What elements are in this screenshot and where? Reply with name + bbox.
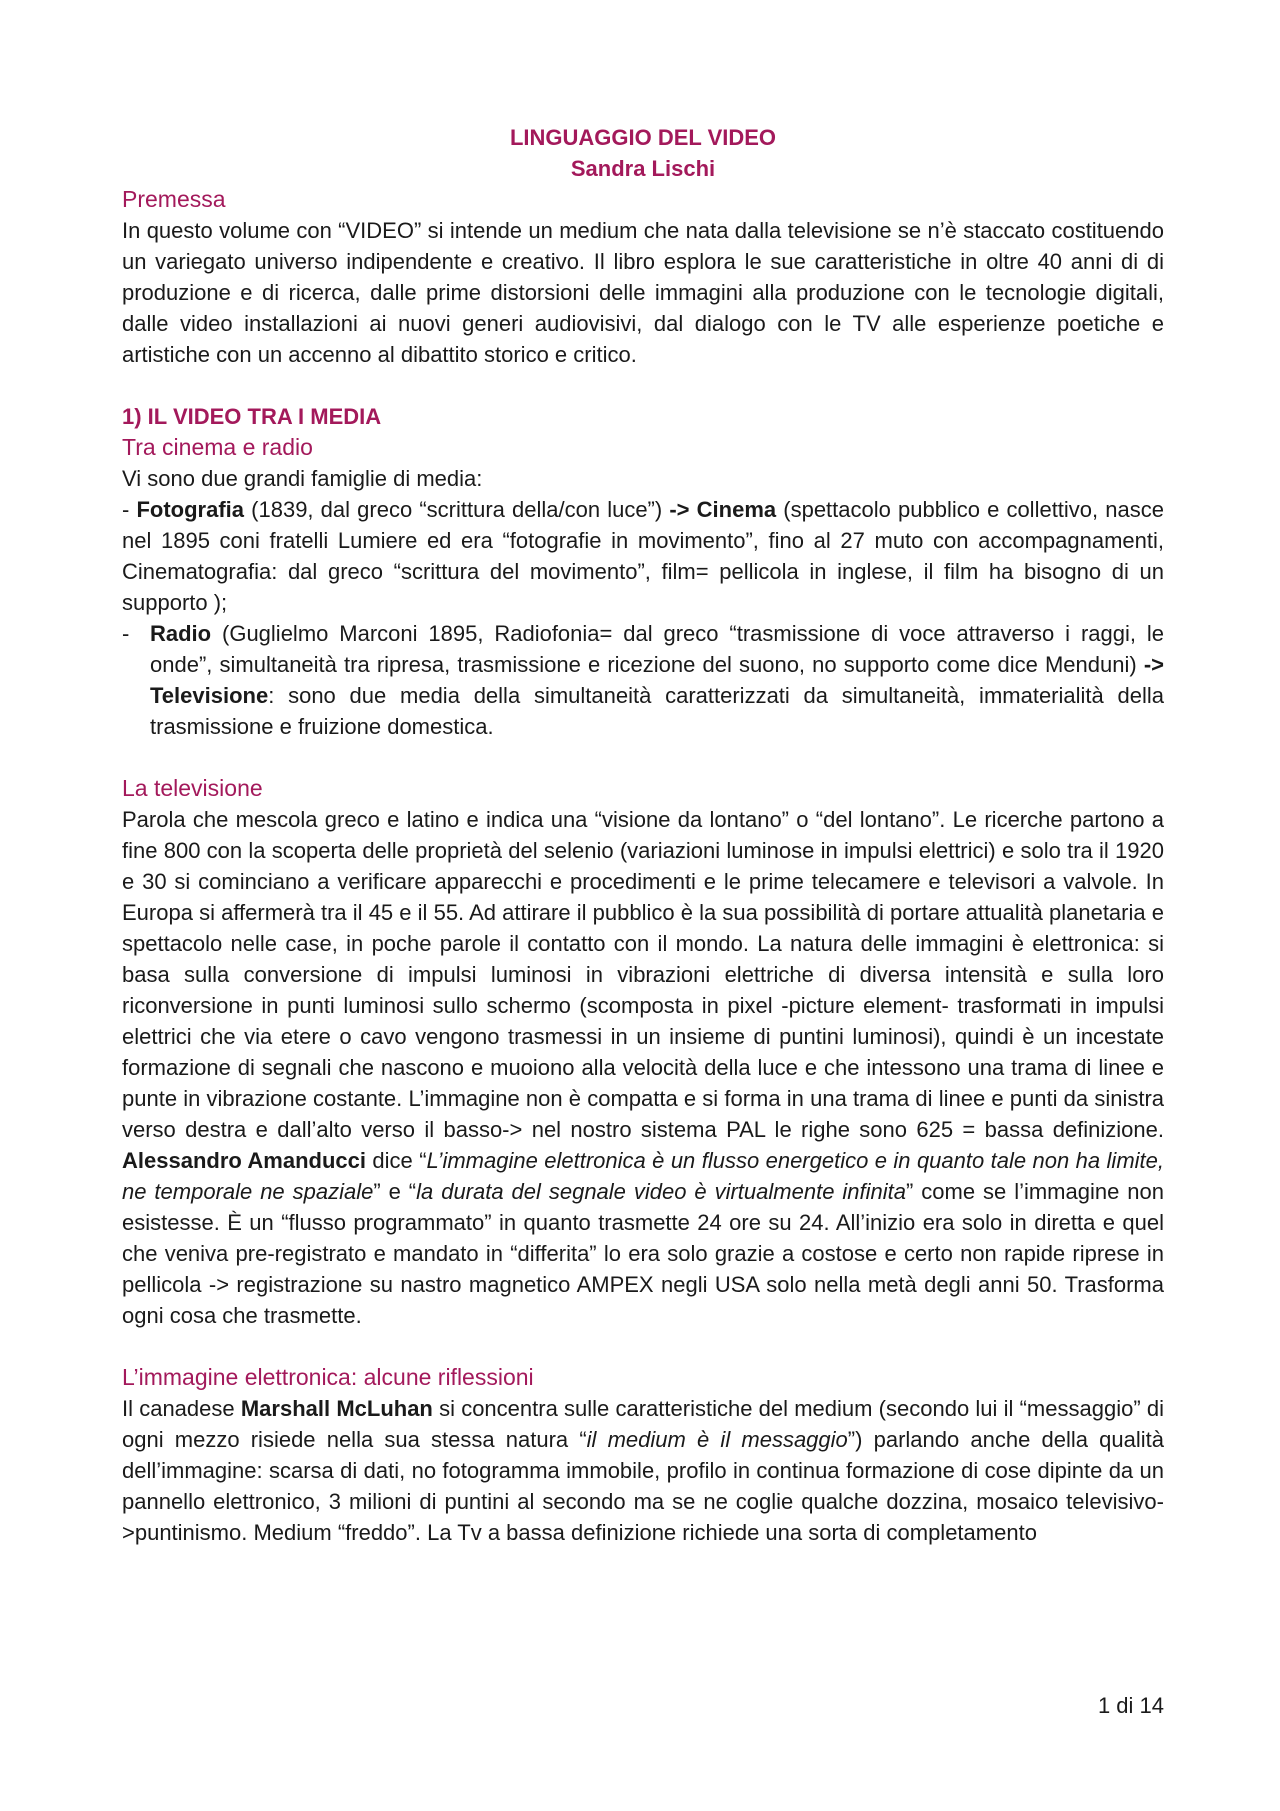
name-amanducci: Alessandro Amanducci [122, 1148, 367, 1173]
quote-durata-segnale: la durata del segnale video è virtualmente infinita [416, 1179, 906, 1204]
media-families-list [122, 494, 1164, 742]
document-page [122, 122, 1164, 1548]
televisione-text-c: ” e “ [373, 1179, 417, 1204]
subsection-cinema-radio-heading: Tra cinema e radio [122, 434, 313, 460]
term-cinema: -> Cinema [669, 497, 777, 522]
quote-medium-messaggio: il medium è il messaggio [586, 1427, 848, 1452]
list-dash: - [122, 621, 130, 646]
document-author: Sandra Lischi [570, 156, 716, 181]
list-item-radio [122, 618, 1164, 742]
fotografia-description: (1839, dal greco “scrittura della/con luce”) [244, 497, 670, 522]
mcluhan-text-a: Il canadese [122, 1396, 241, 1421]
premessa-paragraph: In questo volume con “VIDEO” si intende un medium che nata dalla televisione se n’è staccato costituendo un variegato universo indipendente e creativo. Il libro esplora le sue caratteristiche in oltre 40 anni di di produzione e di ricerca, dalle prime distorsioni delle immagini alla produzione con le tecnologie digitali, dalle video installazioni ai nuovi generi audiovisivi, dal dialogo con le TV alle esperienze poetiche e artistiche con un accenno al dibattito storico e critico. [122, 218, 1164, 367]
mcluhan-text-c: ”) parlando anche della qualità dell’immagine: scarsa di dati, no fotogramma immobile, profilo in continua formazione di cose dipinte da un pannello elettronico, 3 milioni di puntini al secondo ma se ne coglie qualche dozzina, mosaico televisivo->puntinismo. Medium “freddo”. La Tv a bassa definizione richiede una sorta di completamento [122, 1427, 1165, 1545]
immagine-elettronica-paragraph [122, 1393, 1164, 1548]
cinema-description: (spettacolo pubblico e collettivo, nasce nel 1895 coni fratelli Lumiere ed era “fotografie in movimento”, fino al 27 muto con accompagnamenti, Cinematografia: dal greco “scrittura del movimento”, film= pellicola in inglese, il film ha bisogno di un supporto ); [122, 497, 1164, 615]
televisione-text-d: ” come se l’immagine non esistesse. È un “flusso programmato” in quanto trasmette 24 ore su 24. All’inizio era solo in diretta e quel che veniva pre-registrato e mandato in “differita” lo era solo grazie a costose e certo non rapide riprese in pellicola -> registrazione su nastro magnetico AMPEX negli USA solo nella metà degli anni 50. Trasforma ogni cosa che trasmette. [122, 1179, 1164, 1328]
subsection-televisione-heading: La televisione [122, 775, 263, 801]
term-radio: Radio [150, 621, 212, 646]
televisione-text-a: Parola che mescola greco e latino e indica una “visione da lontano” o “del lontano”. Le ricerche partono a fine 800 con la scoperta delle proprietà del selenio (variazioni luminose in impulsi elettrici) e solo tra il 1920 e 30 si cominciano a verificare apparecchi e procedimenti e le prime telecamere e televisori a valvole. In Europa si affermerà tra il 45 e il 55. Ad attirare il pubblico è la sua possibilità di portare attualità planetaria e spettacolo nelle case, in poche parole il contatto con il mondo. La natura delle immagini è elettronica: si basa sulla conversione di impulsi luminosi in vibrazioni elettriche di diversa intensità e sulla loro riconversione in punti luminosi sullo schermo (scomposta in pixel -picture element- trasformati in impulsi elettrici che via etere o cavo vengono trasmessi in un insieme di puntini luminosi), quindi è un incestate formazione di segnali che nascono e muoiono alla velocità della luce e che intessono una trama di linee e punte in vibrazione costante. L’immagine non è compatta e si forma in una trama di linee e punti da sinistra verso destra e dall’alto verso il basso-> nel nostro sistema PAL le righe sono 625 = bassa definizione. [122, 807, 1164, 1142]
subsection-immagine-elettronica-heading: L’immagine elettronica: alcune riflessioni [122, 1364, 534, 1390]
mcluhan-text-b: si concentra sulle caratteristiche del medium (secondo lui il “messaggio” di ogni mezzo risiede nella sua stessa natura “ [122, 1396, 1164, 1452]
premessa-heading: Premessa [122, 186, 226, 212]
page-number: 1 di 14 [1097, 1693, 1164, 1718]
document-title: LINGUAGGIO DEL VIDEO [509, 125, 777, 150]
term-televisione: Televisione [150, 683, 269, 708]
term-fotografia: Fotografia [136, 497, 245, 522]
televisione-text-b: dice “ [366, 1148, 427, 1173]
list-item-fotografia [122, 494, 1164, 618]
televisione-description: : sono due media della simultaneità caratterizzati da simultaneità, immaterialità della trasmissione e fruizione domestica. [150, 683, 1164, 739]
section-1-title: 1) IL VIDEO TRA I MEDIA [122, 404, 382, 429]
televisione-paragraph [122, 804, 1164, 1331]
radio-description: (Guglielmo Marconi 1895, Radiofonia= dal greco “trasmissione di voce attraverso i raggi, le onde”, simultaneità tra ripresa, trasmissione e ricezione del suono, no supporto come dice Menduni) [150, 621, 1164, 677]
quote-flusso-energetico: L’immagine elettronica è un flusso energetico e in quanto tale non ha limite, ne temporale ne spaziale [122, 1148, 1164, 1204]
list-dash: - [122, 497, 130, 522]
name-mcluhan: Marshall McLuhan [240, 1396, 433, 1421]
arrow-symbol: -> [1143, 652, 1164, 677]
media-families-intro: Vi sono due grandi famiglie di media: [122, 466, 483, 491]
